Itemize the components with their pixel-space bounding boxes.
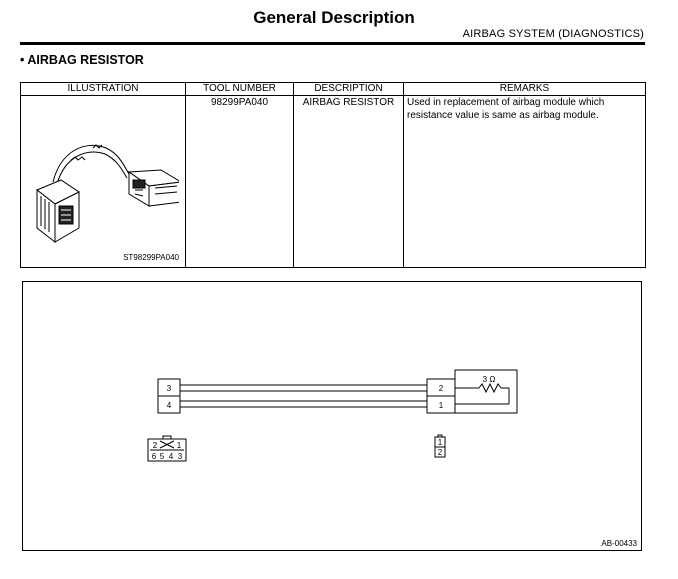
wiring-diagram-drawing [23,282,641,550]
tool-table [20,82,646,268]
face-pin-2: 2 [152,441,158,450]
left-pin-4: 4 [166,401,172,410]
right-pin-1: 1 [438,401,444,410]
right-face-pin-1: 1 [437,438,443,447]
left-pin-3: 3 [166,384,172,393]
wiring-diagram [22,281,642,551]
header-remarks: REMARKS [404,83,646,96]
section-heading: • AIRBAG RESISTOR [20,53,144,67]
airbag-resistor-illustration [31,130,179,250]
right-face-pin-2: 2 [437,448,443,457]
header-rule [20,42,645,45]
face-pin-4: 4 [168,452,174,461]
face-pin-5: 5 [159,452,165,461]
face-pin-3: 3 [177,452,183,461]
illustration-caption: ST98299PA040 [123,252,179,262]
table-row [21,96,646,268]
remarks-cell: Used in replacement of airbag module which resistance value is same as airbag module. [404,96,646,268]
header-description: DESCRIPTION [294,83,404,96]
description-cell: AIRBAG RESISTOR [294,96,404,268]
face-pin-1: 1 [176,441,182,450]
right-pin-2: 2 [438,384,444,393]
page-title: General Description [253,8,415,27]
tool-number-cell: 98299PA040 [186,96,294,268]
header-tool-number: TOOL NUMBER [186,83,294,96]
header-illustration: ILLUSTRATION [21,83,186,96]
section-header: AIRBAG SYSTEM (DIAGNOSTICS) [462,28,644,40]
resistor-value: 3 Ω [482,375,496,384]
diagram-code: AB-00433 [601,539,637,548]
illustration-cell [21,96,186,268]
face-pin-6: 6 [151,452,157,461]
table-header-row [21,83,646,96]
